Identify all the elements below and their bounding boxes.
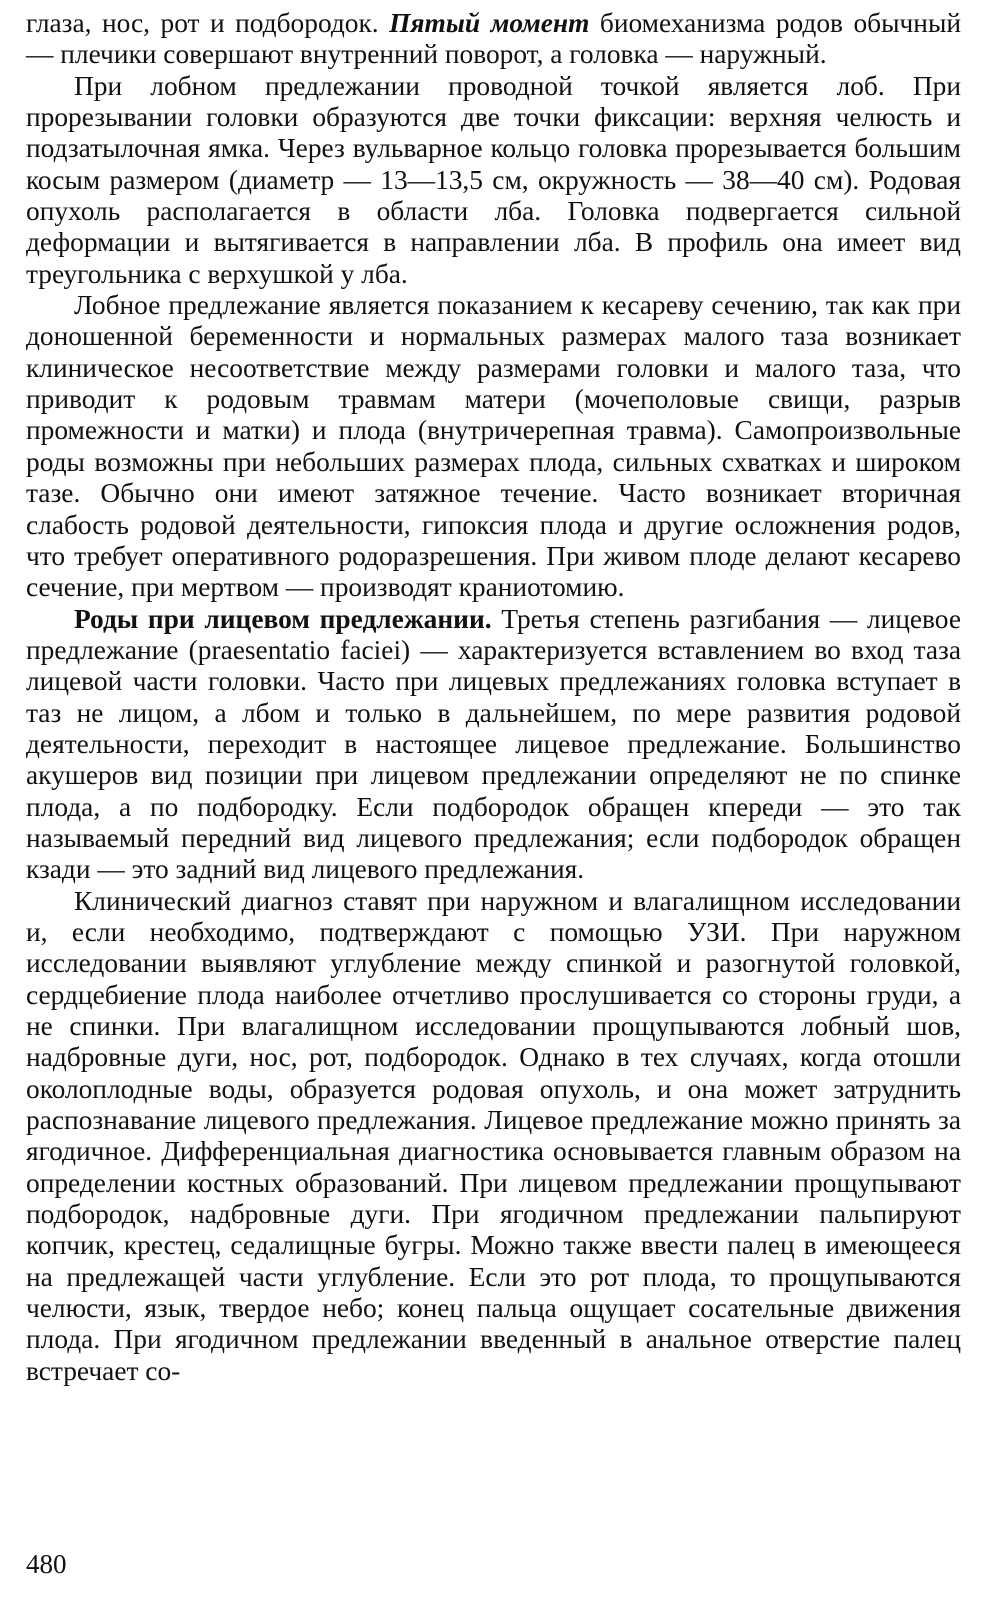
face-presentation-heading: Роды при лицевом предлежании. <box>74 603 492 634</box>
paragraph-2-text: При лобном предлежании проводной точкой является лоб. При прорезывании головки образуются две точки фиксации: верхняя челюсть и подзатылочная ямка. Через вульварное кольцо головка прорезывается большим косым размером (диаметр — 13—13,5 см, окружность — 38—40 см). Родовая опухоль располагается в области лба. Головка подвергается сильной деформации и вытягивается в направлении лба. В профиль она имеет вид треугольника с верхушкой у лба. <box>26 70 961 289</box>
paragraph-5 <box>26 886 961 1388</box>
paragraph-1-text: биомеханизма родов обычный — плечики совершают внутренний поворот, а головка — наружный. <box>26 8 962 70</box>
fifth-moment-emphasis: Пятый момент <box>389 8 590 38</box>
paragraph-2 <box>26 71 961 290</box>
paragraph-4 <box>26 604 961 886</box>
paragraph-1-lead: глаза, нос, рот и подбородок. <box>26 8 390 38</box>
paragraph-1 <box>26 8 961 71</box>
paragraph-3-text: Лобное предлежание является показанием к кесареву сечению, так как при доношенной беременности и нормальных размерах малого таза возникает клиническое несоответствие между размерами головки и малого таза, что приводит к родовым травмам матери (мочеполовые свищи, разрыв промежности и матки) и плода (внутричерепная травма). Самопроизвольные роды возможны при небольших размерах плода, сильных схватках и широком тазе. Обычно они имеют затяжное течение. Часто возникает вторичная слабость родовой деятельности, гипоксия плода и другие осложнения родов, что требует оперативного родоразрешения. При живом плоде делают кесарево сечение, при мертвом — производят краниотомию. <box>26 290 961 603</box>
paragraph-3 <box>26 290 961 603</box>
paragraph-4-text: Третья степень разгибания — лицевое предлежание (praesentatio faciei) — характеризуется вставлением во вход таза лицевой части головки. Часто при лицевых предлежаниях головка вступает в таз не лицом, а лбом и только в дальнейшем, по мере развития родовой деятельности, переходит в настоящее лицевое предлежание. Большинство акушеров вид позиции при лицевом предлежании определяют не по спинке плода, а по подбородку. Если подбородок обращен кпереди — это так называемый передний вид лицевого предлежания; если подбородок обращен кзади — это задний вид лицевого предлежания. <box>26 603 961 885</box>
paragraph-5-text: Клинический диагноз ставят при наружном и влагалищном исследовании и, если необходимо, подтверждают с помощью УЗИ. При наружном исследовании выявляют углубление между спинкой и разогнутой головкой, сердцебиение плода наиболее отчетливо прослушивается со стороны груди, а не спинки. При влагалищном исследовании прощупываются лобный шов, надбровные дуги, нос, рот, подбородок. Однако в тех случаях, когда отошли околоплодные воды, образуется родовая опухоль, и она может затруднить распознавание лицевого предлежания. Лицевое предлежание можно принять за ягодичное. Дифференциальная диагностика основывается главным образом на определении костных образований. При лицевом предлежании прощупывают подбородок, надбровные дуги. При ягодичном предлежании пальпируют копчик, крестец, седалищные бугры. Можно также ввести палец в имеющееся на предлежащей части углубление. Если это рот плода, то прощупываются челюсти, язык, твердое небо; конец пальца ощущает сосательные движения плода. При ягодичном предлежании введенный в анальное отверстие палец встречает со- <box>26 885 961 1386</box>
page-number: 480 <box>26 1549 67 1579</box>
body-text <box>26 8 961 1387</box>
